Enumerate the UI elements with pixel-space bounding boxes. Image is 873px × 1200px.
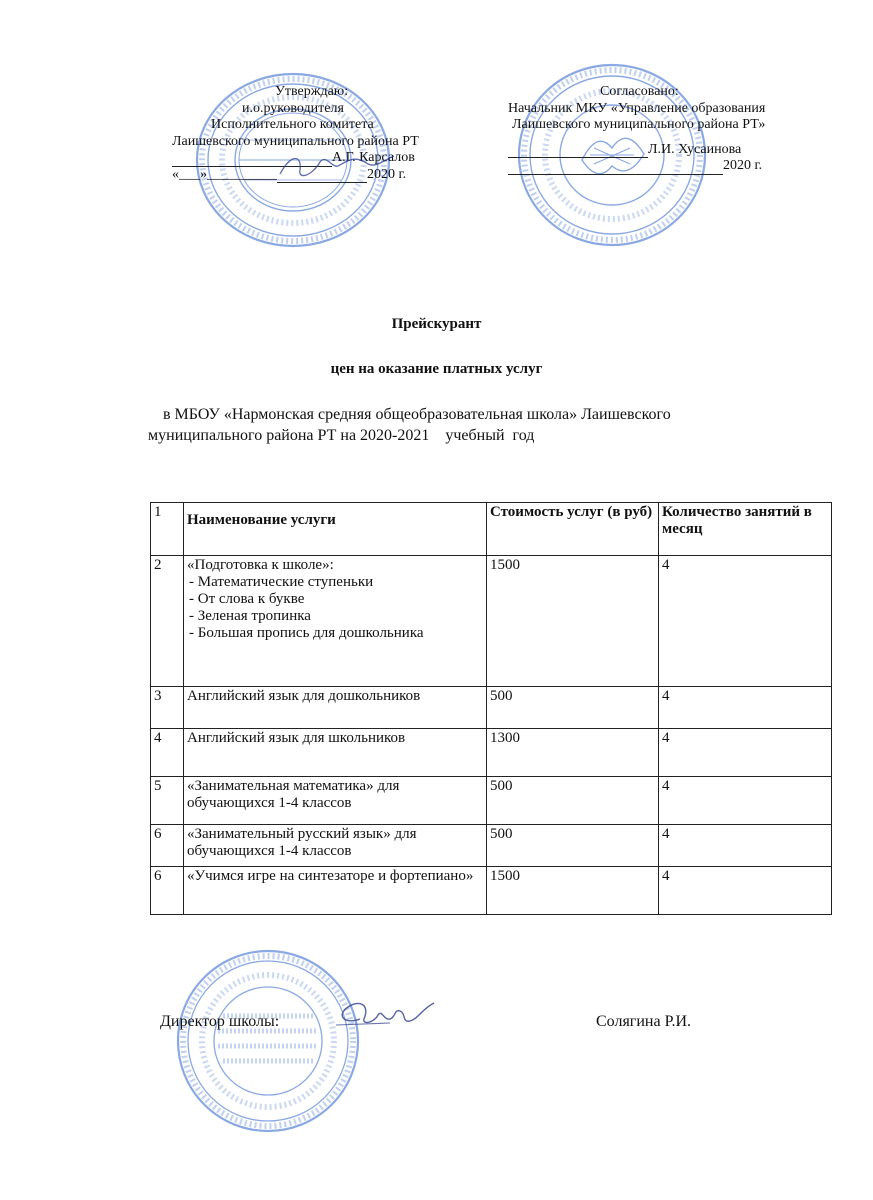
director-label: Директор школы: — [160, 1013, 280, 1030]
approval-signer: А.Г. Карсалов — [332, 150, 415, 165]
document-title: Прейскурант — [391, 316, 482, 332]
row-service — [184, 556, 487, 687]
approval-year: 2020 г. — [367, 166, 407, 182]
table-row — [151, 867, 832, 915]
service-subitem: - Математические ступеньки — [189, 574, 374, 590]
agreement-year: 2020 г. — [723, 158, 763, 173]
row-number: 6 — [151, 867, 184, 915]
row-price: 500 — [487, 687, 659, 729]
approval-heading: Утверждаю: — [275, 84, 349, 99]
row-service: «Учимся игре на синтезаторе и фортепиано» — [184, 867, 487, 915]
row-number: 2 — [151, 556, 184, 687]
table-row — [151, 556, 832, 687]
document-subtitle: цен на оказание платных услуг — [330, 361, 543, 377]
institution-line-1: в МБОУ «Нармонская средняя общеобразовательная школа» Лаишевского — [163, 406, 671, 423]
approval-org-line1: Исполнительного комитета — [211, 117, 374, 132]
service-subitem: - Большая пропись для дошкольника — [189, 625, 424, 641]
header-service-name: Наименование услуги — [184, 503, 487, 556]
row-price: 1500 — [487, 867, 659, 915]
price-table — [150, 502, 832, 915]
row-service: Английский язык для дошкольников — [184, 687, 487, 729]
agreement-org-line1: Начальник МКУ «Управление образования — [508, 100, 766, 116]
row-sessions: 4 — [659, 729, 832, 777]
row-service: «Занимательный русский язык» для обучающихся 1-4 классов — [184, 825, 487, 867]
agreement-signer: Л.И. Хусаинова — [648, 141, 742, 157]
table-row — [151, 687, 832, 729]
row-number: 5 — [151, 777, 184, 825]
agreement-org-line2: Лаишевского муниципального района РТ» — [512, 117, 766, 132]
row-number: 3 — [151, 687, 184, 729]
table-row — [151, 777, 832, 825]
row-sessions: 4 — [659, 867, 832, 915]
header-number: 1 — [151, 503, 184, 556]
row-sessions: 4 — [659, 556, 832, 687]
row-sessions: 4 — [659, 687, 832, 729]
row-number: 6 — [151, 825, 184, 867]
table-row — [151, 825, 832, 867]
approval-role: и.о.руководителя — [242, 100, 344, 116]
approval-date-prefix: «___»__________ — [172, 166, 277, 182]
director-signature — [330, 995, 445, 1035]
header-sessions: Количество занятий в месяц — [659, 503, 832, 556]
row-service: Английский язык для школьников — [184, 729, 487, 777]
row-price: 500 — [487, 825, 659, 867]
agreement-heading: Согласовано: — [600, 84, 679, 99]
school-stamp — [168, 946, 368, 1136]
row-service: «Занимательная математика» для обучающихся 1-4 классов — [184, 777, 487, 825]
approval-org-line2: Лаишевского муниципального района РТ — [172, 133, 419, 149]
approval-block — [172, 84, 472, 183]
agreement-date-line — [508, 158, 838, 175]
row-sessions: 4 — [659, 777, 832, 825]
table-header-row — [151, 503, 832, 556]
row-price: 1500 — [487, 556, 659, 687]
row-sessions: 4 — [659, 825, 832, 867]
row-price: 1300 — [487, 729, 659, 777]
approval-date-line — [172, 167, 472, 184]
director-name: Солягина Р.И. — [596, 1013, 692, 1030]
agreement-block — [508, 84, 838, 175]
row-number: 4 — [151, 729, 184, 777]
approval-signature-line — [172, 150, 472, 167]
row-price: 500 — [487, 777, 659, 825]
service-subitem: - Зеленая тропинка — [189, 608, 311, 624]
service-subitem: - От слова к букве — [189, 591, 305, 607]
table-row — [151, 729, 832, 777]
service-name: «Подготовка к школе»: — [187, 557, 334, 573]
institution-line-2: муниципального района РТ на 2020-2021 учебный год — [148, 427, 535, 444]
header-price: Стоимость услуг (в руб) — [487, 503, 659, 556]
agreement-signature-line — [508, 142, 838, 159]
